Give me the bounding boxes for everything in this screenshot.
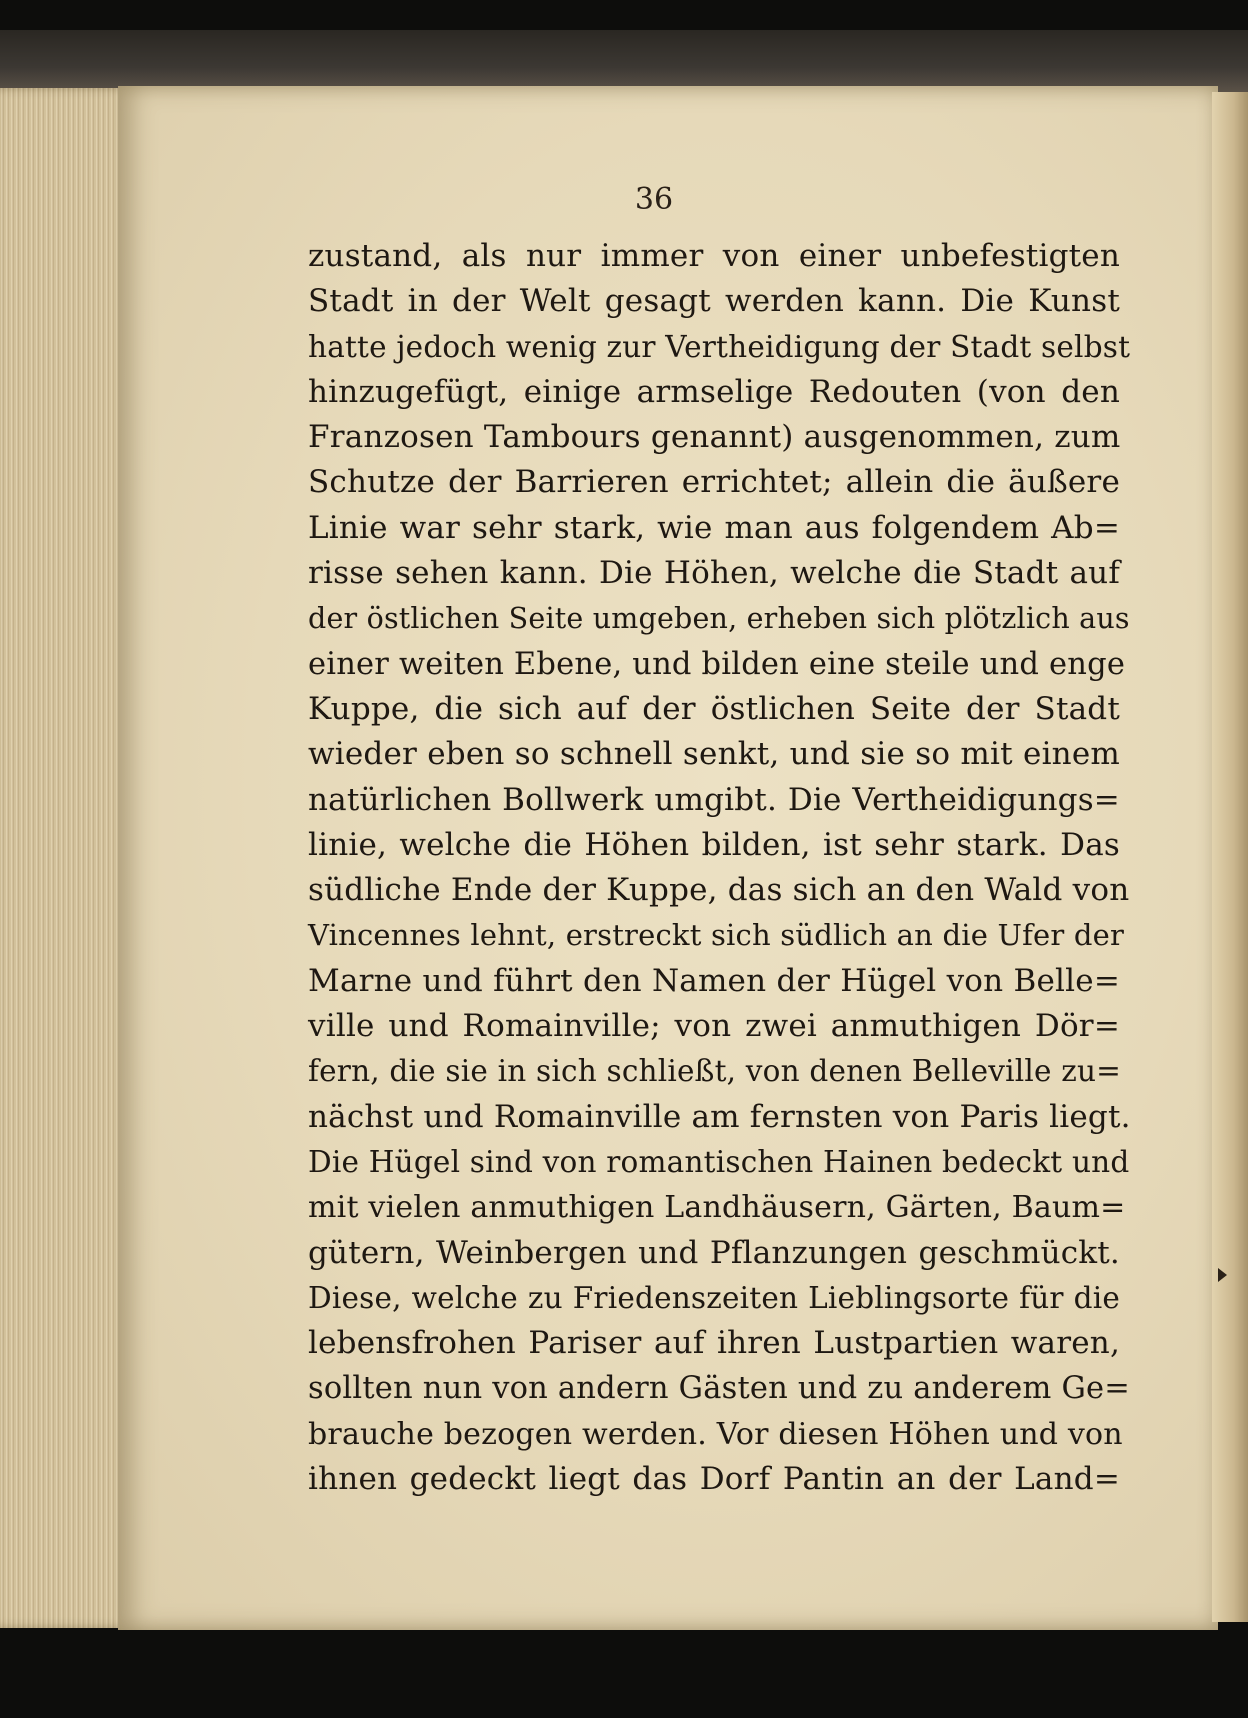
text-line: fern, die sie in sich schließt, von denen Belleville zu= — [308, 1054, 1122, 1089]
text-line: gütern, Weinbergen und Pflanzungen geschmückt. — [308, 1234, 1120, 1271]
text-line: ihnen gedeckt liegt das Dorf Pantin an der Land= — [308, 1461, 1120, 1498]
text-line: Stadt in der Welt gesagt werden kann. Die Kunst — [308, 283, 1120, 320]
text-line: einer weiten Ebene, und bilden eine steile und enge — [308, 646, 1126, 682]
text-line: natürlichen Bollwerk umgibt. Die Vertheidigungs= — [308, 781, 1120, 818]
text-line: Marne und führt den Namen der Hügel von Belle= — [308, 962, 1120, 999]
text-line: mit vielen anmuthigen Landhäusern, Gärten, Baum= — [308, 1190, 1126, 1226]
text-line: lebensfrohen Pariser auf ihren Lustpartien waren, — [308, 1325, 1120, 1362]
text-line: der östlichen Seite umgeben, erheben sich plötzlich aus — [308, 602, 1130, 636]
page-fore-edge — [1212, 92, 1248, 1622]
text-line: nächst und Romainville am fernsten von Paris liegt. — [308, 1098, 1131, 1135]
text-line: brauche bezogen werden. Vor diesen Höhen und von — [308, 1416, 1123, 1452]
text-line: Die Hügel sind von romantischen Hainen bedeckt und — [308, 1144, 1130, 1179]
text-line: Schutze der Barrieren errichtet; allein die äußere — [308, 464, 1120, 501]
text-line: sollten nun von andern Gästen und zu anderem Ge= — [308, 1371, 1131, 1407]
book-cover-edge — [0, 30, 1248, 92]
text-line: zustand, als nur immer von einer unbefestigten — [308, 238, 1120, 274]
text-line: Vincennes lehnt, erstreckt sich südlich an die Ufer der — [308, 918, 1125, 953]
body-text — [308, 234, 1131, 1502]
text-line: ville und Romainville; von zwei anmuthigen Dör= — [308, 1008, 1120, 1045]
margin-marker-icon — [1218, 1268, 1227, 1282]
page-number: 36 — [634, 182, 674, 217]
text-line: hatte jedoch wenig zur Vertheidigung der Stadt selbst — [308, 329, 1131, 364]
text-line: risse sehen kann. Die Höhen, welche die Stadt auf — [308, 555, 1120, 592]
text-line: südliche Ende der Kuppe, das sich an den Wald von — [308, 872, 1130, 909]
text-line: linie, welche die Höhen bilden, ist sehr stark. Das — [308, 826, 1120, 863]
text-line: Franzosen Tambours genannt) ausgenommen, zum — [308, 419, 1121, 456]
text-line: hinzugefügt, einige armselige Redouten (von den — [308, 373, 1120, 410]
page-stack-left — [0, 88, 130, 1628]
text-line: Diese, welche zu Friedenszeiten Lieblingsorte für die — [308, 1280, 1120, 1315]
text-line: Kuppe, die sich auf der östlichen Seite der Stadt — [308, 690, 1120, 727]
text-line: Linie war sehr stark, wie man aus folgendem Ab= — [308, 509, 1120, 546]
text-line: wieder eben so schnell senkt, und sie so mit einem — [308, 736, 1120, 773]
